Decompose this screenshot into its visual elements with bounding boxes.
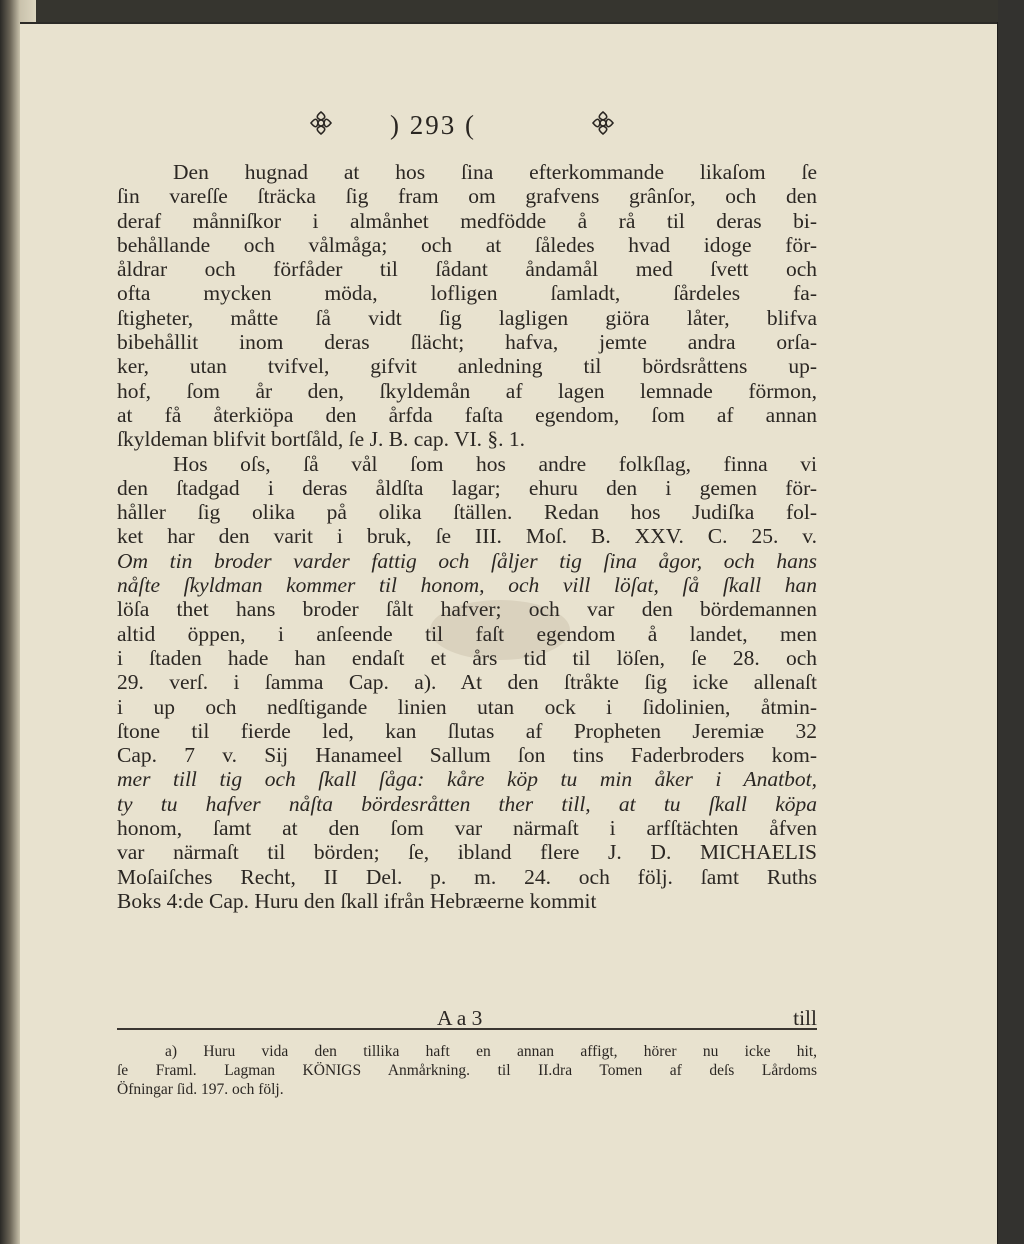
text-line: Cap. 7 v. Sij Hanameel Sallum ſon tins Faderbroders kom- <box>117 743 817 768</box>
text-line: löſa thet hans broder ſålt hafver; och var den bördemannen <box>117 597 817 622</box>
text-line: i ſtaden hade han endaſt et års tid til löſen, ſe 28. och <box>117 645 817 670</box>
footnote-line: Öfningar ſid. 197. och följ. <box>117 1081 284 1098</box>
text-line: mer till tig och ſkall ſåga: kåre köp tu min åker i Anatbot, <box>117 767 817 792</box>
text-line: håller ſig olika på olika ſtällen. Redan hos Judiſka fol- <box>117 500 817 525</box>
page-number: ) 293 ( <box>390 110 476 140</box>
text-line: ſtone til fierde led, kan ſlutas af Propheten Jeremiæ 32 <box>117 718 817 743</box>
catchword: till <box>793 1006 817 1030</box>
text-line: altid öppen, i anſeende til faſt egendom å landet, men <box>117 621 817 646</box>
text-line: ſtigheter, måtte ſå vidt ſig lagligen giöra låter, blifva <box>117 305 817 330</box>
footnote-line: ſe Framl. Lagman KÖNIGS Anmårkning. til II.dra Tomen af deſs Lårdoms <box>117 1062 817 1079</box>
running-header <box>310 110 630 150</box>
text-line: var närmaſt til börden; ſe, ibland flere J. D. MICHAELIS <box>117 840 817 865</box>
text-line: åldrar och förfåder til ſådant åndamål med ſvett och <box>117 257 817 282</box>
text-line: ſin vareſſe ſträcka ſig fram om grafvens grânſor, och den <box>117 184 817 209</box>
body-text <box>117 160 817 913</box>
text-line: den ſtadgad i deras åldſta lagar; ehuru den i gemen för- <box>117 475 817 500</box>
scan-right-edge <box>998 0 1024 1244</box>
text-line: Om tin broder varder fattig och ſåljer tig ſina ågor, och hans <box>117 548 817 573</box>
text-line: Den hugnad at hos ſina efterkommande likaſom ſe <box>173 160 817 184</box>
text-line: ker, utan tvifvel, gifvit anledning til bördsråttens up- <box>117 354 817 379</box>
footnotes <box>117 1042 817 1099</box>
text-line: bibehållit inom deras ſlächt; hafva, jemte andra orſa- <box>117 330 817 355</box>
scan-top-edge <box>0 0 1024 22</box>
text-line: at få återkiöpa den årfda faſta egendom, ſom af annan <box>117 402 817 427</box>
text-line: Boks 4:de Cap. Huru den ſkall ifrån Hebræerne kommit <box>117 888 597 913</box>
text-line: i up och nedſtigande linien utan ock i ſidolinien, åtmin- <box>117 694 817 719</box>
signature-mark: A a 3 <box>437 1006 483 1030</box>
text-line: ofta mycken möda, lofligen ſamladt, ſårdeles fa- <box>117 281 817 306</box>
text-line: ty tu hafver nåſta bördesråtten ther till, at tu ſkall köpa <box>117 791 817 816</box>
text-line: deraf månniſkor i almånhet medfödde å rå til deras bi- <box>117 208 817 233</box>
text-line: honom, ſamt at den ſom var närmaſt i arfſtächten åfven <box>117 816 817 841</box>
footnote-line: a) Huru vida den tillika haft en annan affigt, hörer nu icke hit, <box>165 1043 817 1060</box>
footnote-rule <box>117 1028 817 1030</box>
text-line: ket har den varit i bruk, ſe III. Moſ. B. XXV. C. 25. v. <box>117 524 817 549</box>
fleuron-icon <box>310 110 332 136</box>
text-line: Hos oſs, ſå vål ſom hos andre folkſlag, finna vi <box>173 451 817 476</box>
text-line: hof, ſom år den, ſkyldemån af lagen lemnade förmon, <box>117 378 817 403</box>
text-line: 29. verſ. i ſamma Cap. a). At den ſtråkte ſig icke allenaſt <box>117 670 817 695</box>
text-line: ſkyldeman blifvit bortſåld, ſe J. B. cap. VI. §. 1. <box>117 427 526 452</box>
text-line: nåſte ſkyldman kommer til honom, och vill löſat, ſå ſkall han <box>117 573 817 598</box>
text-line: Moſaiſches Recht, II Del. p. m. 24. och följ. ſamt Ruths <box>117 864 817 889</box>
text-line: behållande och vålmåga; och at ſåledes hvad idoge för- <box>117 232 817 257</box>
fleuron-icon <box>592 110 614 136</box>
